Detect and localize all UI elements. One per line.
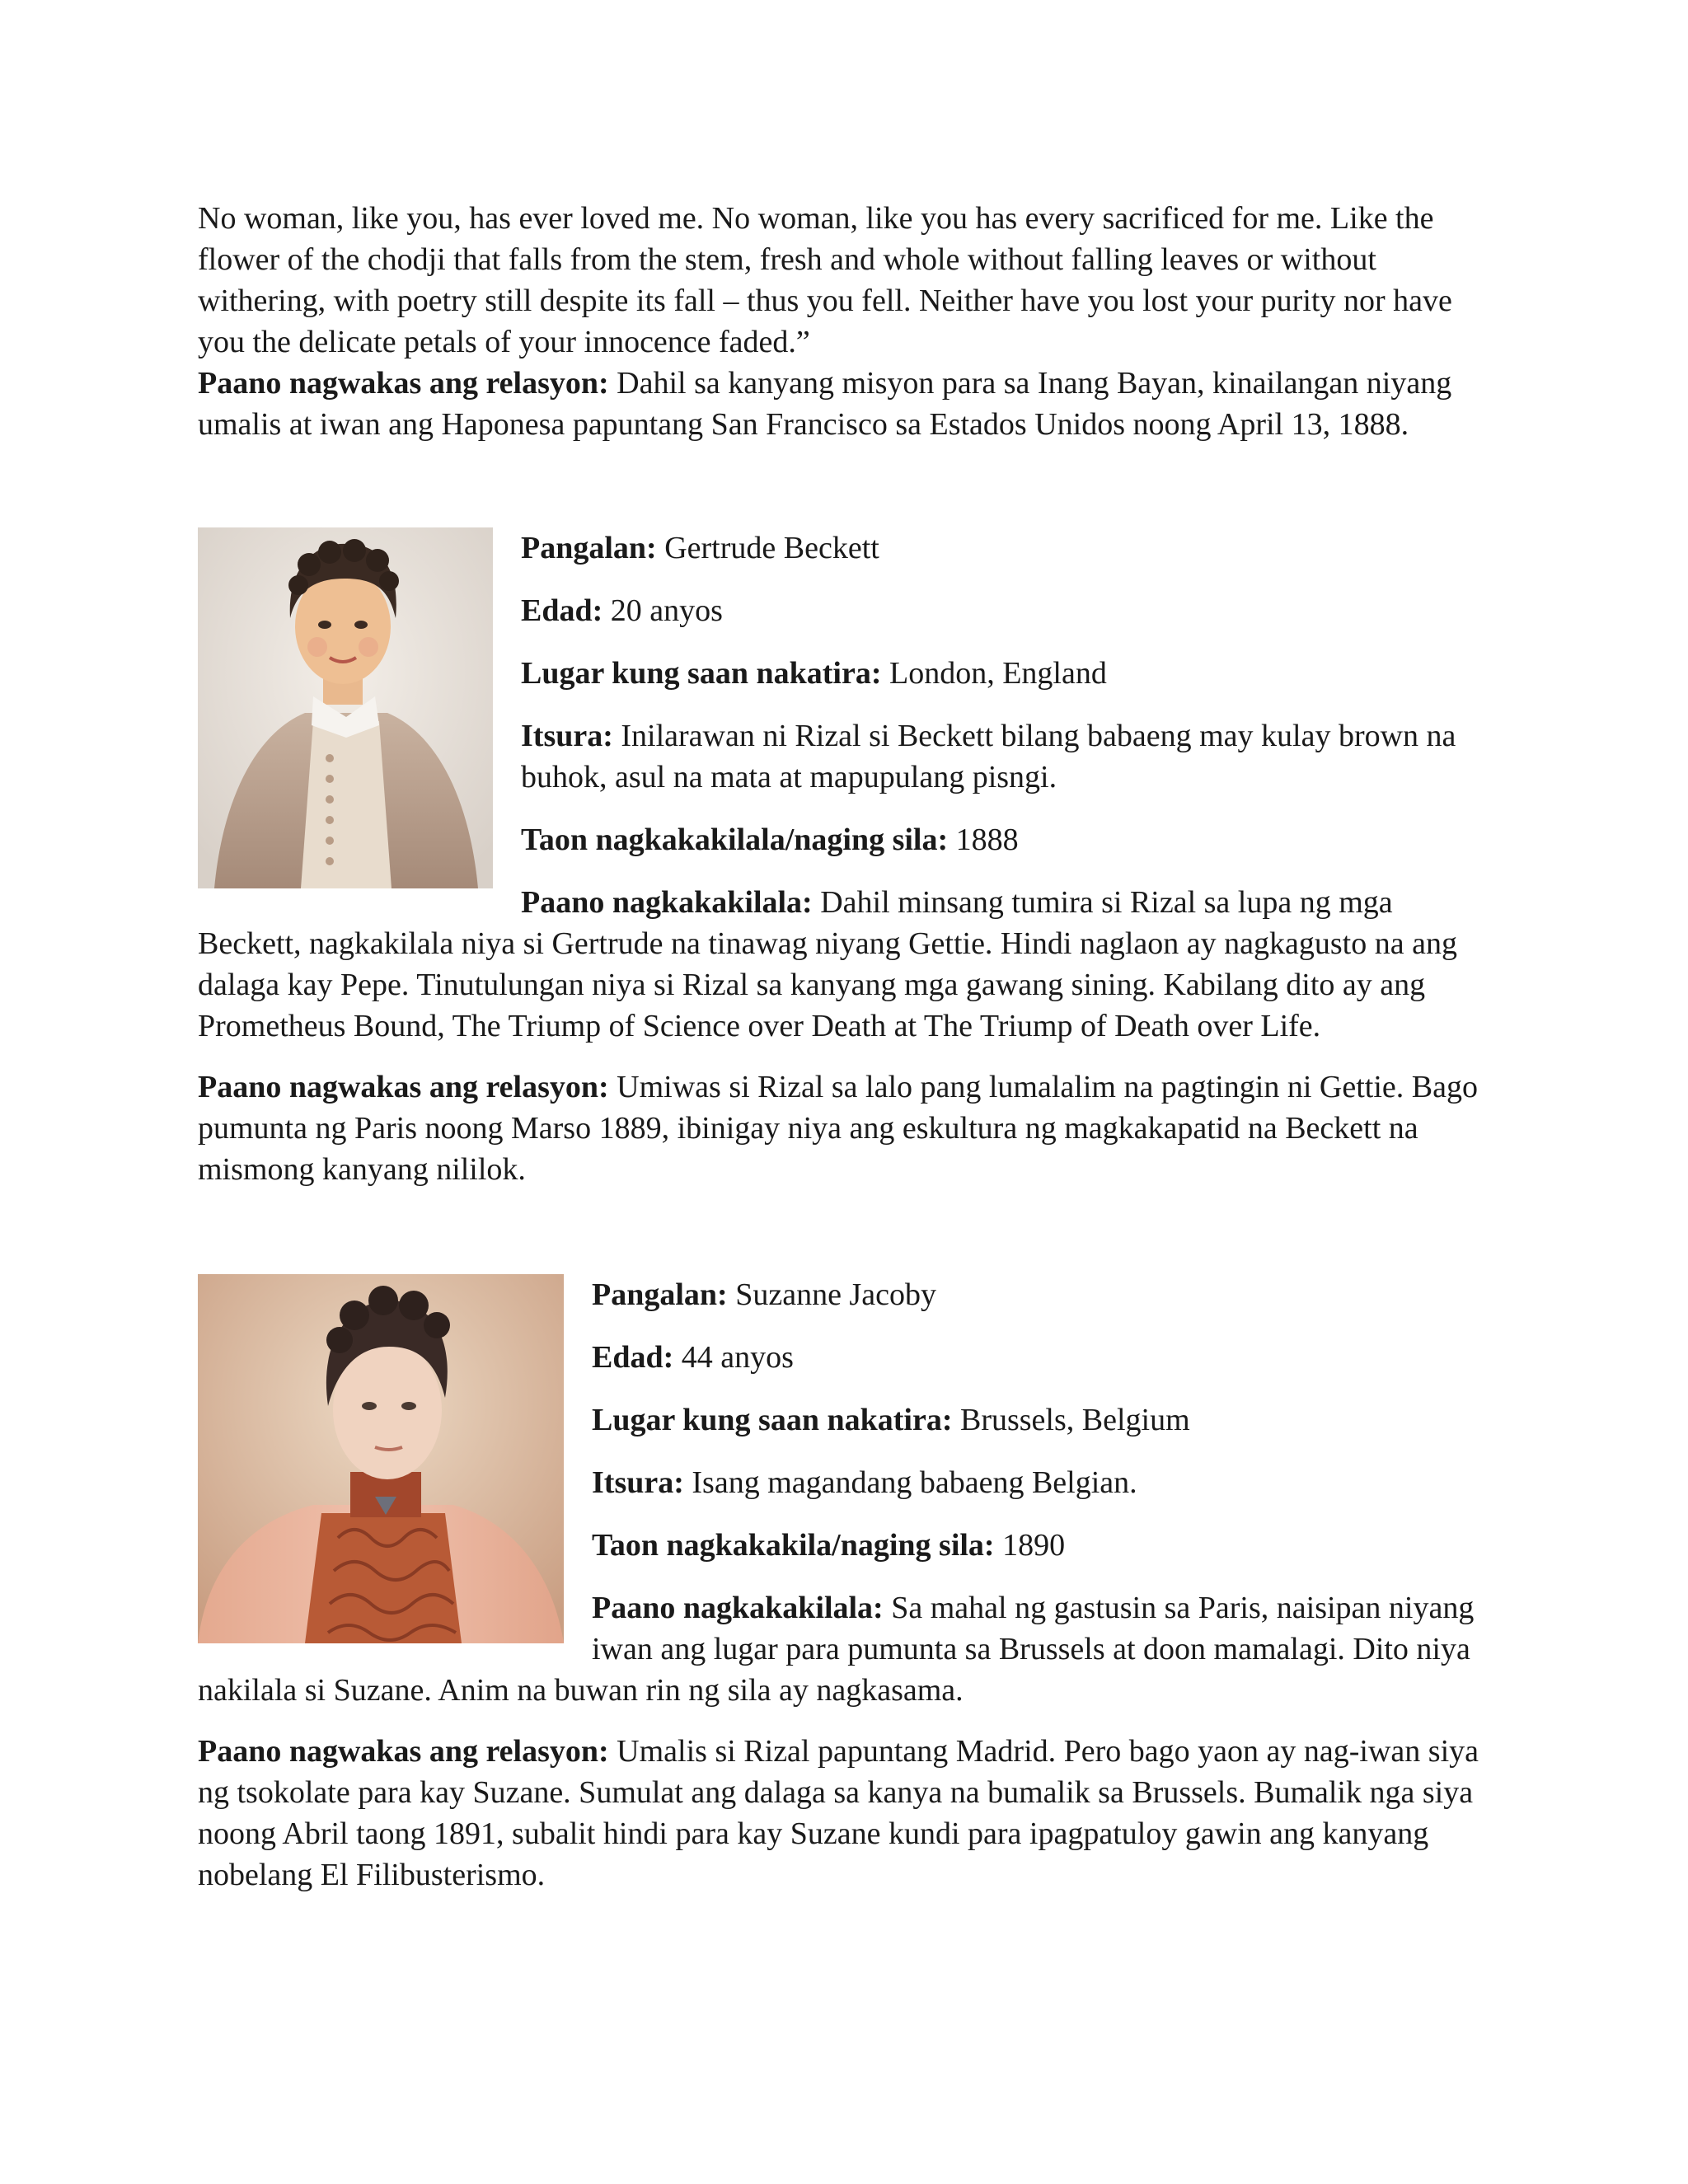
name-value: Gertrude Beckett	[664, 531, 879, 565]
name-label: Pangalan:	[592, 1277, 728, 1312]
portrait-container	[198, 1274, 592, 1661]
year-value: 1888	[955, 823, 1019, 857]
relationship-end-label: Paano nagwakas ang relasyon:	[198, 1070, 609, 1104]
quote-paragraph: No woman, like you, has ever loved me. No woman, like you has every sacrificed for me. Like the flower of the chodji that falls from the stem, fresh and whole without falling leaves or without withering, with poetry still despite its fall – thus you fell. Neither have you lost your purity nor have you the delicate petals of your innocence faded.”	[198, 201, 1452, 359]
year-label: Taon nagkakakila/naging sila:	[592, 1528, 995, 1563]
place-label: Lugar kung saan nakatira:	[592, 1403, 953, 1437]
ending-label: Paano nagwakas ang relasyon:	[198, 366, 609, 401]
name-label: Pangalan:	[521, 531, 657, 565]
document-page	[198, 198, 1492, 1896]
appearance-value: Isang magandang babaeng Belgian.	[692, 1465, 1137, 1500]
relationship-end-label: Paano nagwakas ang relasyon:	[198, 1734, 609, 1769]
meeting-value: Dahil minsang tumira si Rizal sa lupa ng mga Beckett, nagkakilala niya si Gertrude na tinawag niyang Gettie. Hindi naglaon ay nagkagusto na ang dalaga kay Pepe. Tinutulungan niya si Rizal sa kanyang mga gawang sining. Kabilang dito ay ang Prometheus Bound, The Triump of Science over Death at The Triump of Death over Life.	[198, 885, 1457, 1043]
relationship-end-field	[198, 1731, 1492, 1896]
appearance-label: Itsura:	[592, 1465, 684, 1500]
age-value: 20 anyos	[610, 593, 723, 628]
meeting-label: Paano nagkakakilala:	[592, 1591, 884, 1625]
place-value: Brussels, Belgium	[959, 1403, 1190, 1437]
ending-text: Dahil sa kanyang misyon para sa Inang Bayan, kinailangan niyang umalis at iwan ang Haponesa papuntang San Francisco sa Estados Unidos noong April 13, 1888.	[198, 366, 1452, 442]
meeting-label: Paano nagkakakilala:	[521, 885, 813, 920]
meeting-value: Sa mahal ng gastusin sa Paris, naisipan niyang iwan ang lugar para pumunta sa Brussels at doon mamalagi. Dito niya nakilala si Suzane. Anim na buwan rin ng sila ay nagkasama.	[198, 1591, 1475, 1708]
appearance-label: Itsura:	[521, 719, 613, 753]
relationship-end-value: Umalis si Rizal papuntang Madrid. Pero bago yaon ay nag-iwan siya ng tsokolate para kay Suzane. Sumulat ang dalaga sa kanya na bumalik sa Brussels. Bumalik nga siya noong Abril taong 1891, subalit hindi para kay Suzane kundi para ipagpatuloy gawin ang kanyang nobelang El Filibusterismo.	[198, 1734, 1479, 1892]
name-value: Suzanne Jacoby	[735, 1277, 936, 1312]
ending-paragraph	[198, 363, 1492, 445]
profile-suzanne-jacoby	[198, 1274, 1492, 1711]
portrait-suzanne-jacoby	[198, 1274, 564, 1643]
relationship-end-value: Umiwas si Rizal sa lalo pang lumalalim na pagtingin ni Gettie. Bago pumunta ng Paris noong Marso 1889, ibinigay niya ang eskultura ng magkakapatid na Beckett na mismong kanyang nililok.	[198, 1070, 1478, 1187]
year-label: Taon nagkakakilala/naging sila:	[521, 823, 949, 857]
place-label: Lugar kung saan nakatira:	[521, 656, 882, 691]
year-value: 1890	[1002, 1528, 1066, 1563]
intro-section	[198, 198, 1492, 445]
relationship-end-field	[198, 1066, 1492, 1190]
meeting-field	[198, 882, 1492, 1047]
age-label: Edad:	[592, 1340, 674, 1375]
portrait-container	[198, 527, 521, 897]
place-value: London, England	[889, 656, 1107, 691]
age-label: Edad:	[521, 593, 603, 628]
profile-gertrude-beckett	[198, 527, 1492, 1047]
age-value: 44 anyos	[681, 1340, 794, 1375]
appearance-value: Inilarawan ni Rizal si Beckett bilang babaeng may kulay brown na buhok, asul na mata at mapupulang pisngi.	[521, 719, 1456, 794]
portrait-gertrude-beckett	[198, 527, 493, 888]
